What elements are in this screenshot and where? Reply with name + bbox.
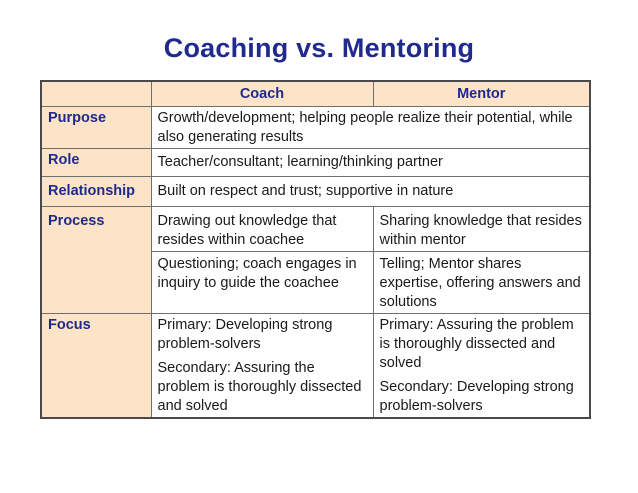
row-label-focus: Focus bbox=[41, 314, 151, 419]
focus-coach-secondary: Secondary: Assuring the problem is thoroughly dissected and solved bbox=[157, 360, 362, 414]
process-mentor-2: Telling; Mentor shares expertise, offering answers and solutions bbox=[373, 252, 590, 314]
table-row-focus bbox=[41, 314, 590, 419]
focus-mentor-cell bbox=[373, 314, 590, 419]
table-header-row bbox=[41, 81, 590, 107]
row-label-process: Process bbox=[41, 207, 151, 314]
process-coach-1: Drawing out knowledge that resides within coachee bbox=[151, 207, 373, 252]
relationship-text: Built on respect and trust; supportive in nature bbox=[151, 177, 590, 207]
focus-mentor-primary: Primary: Assuring the problem is thoroughly dissected and solved bbox=[379, 317, 574, 371]
table-row-role bbox=[41, 149, 590, 177]
focus-coach-cell bbox=[151, 314, 373, 419]
process-coach-2: Questioning; coach engages in inquiry to guide the coachee bbox=[151, 252, 373, 314]
header-mentor: Mentor bbox=[373, 81, 590, 107]
row-label-relationship: Relationship bbox=[41, 177, 151, 207]
page-title: Coaching vs. Mentoring bbox=[163, 33, 475, 63]
table-row-relationship bbox=[41, 177, 590, 207]
focus-coach-primary: Primary: Developing strong problem-solvers bbox=[157, 317, 333, 352]
row-label-purpose: Purpose bbox=[41, 107, 151, 149]
row-label-role: Role bbox=[41, 149, 151, 177]
process-mentor-1: Sharing knowledge that resides within mentor bbox=[373, 207, 590, 252]
header-coach: Coach bbox=[151, 81, 373, 107]
header-corner-cell bbox=[41, 81, 151, 107]
table-row-process-1 bbox=[41, 207, 590, 252]
role-text: Teacher/consultant; learning/thinking partner bbox=[151, 149, 590, 177]
table-row-purpose bbox=[41, 107, 590, 149]
purpose-text: Growth/development; helping people realize their potential, while also generating results bbox=[151, 107, 590, 149]
focus-mentor-secondary: Secondary: Developing strong problem-solvers bbox=[379, 379, 574, 414]
comparison-table bbox=[40, 80, 591, 419]
